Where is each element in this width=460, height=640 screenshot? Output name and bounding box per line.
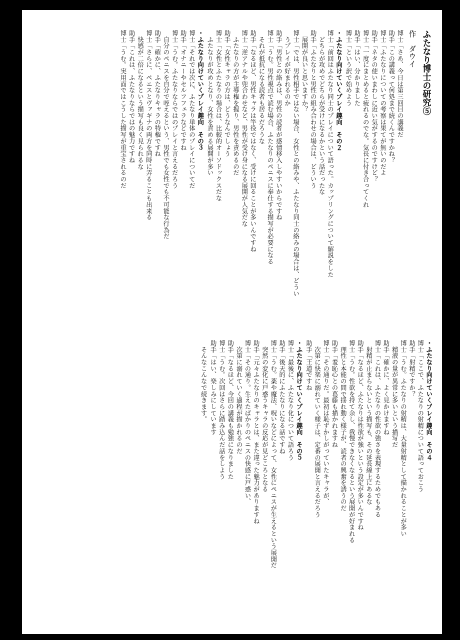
text-column: そんなこんなで続きます。 <box>199 340 207 423</box>
text-column: 博士「最後に、ふたなり化について語ろう <box>286 340 294 461</box>
text-column: 射精が止まらないという描写も、その延長線上にあるな <box>364 340 372 506</box>
text-column: 博士「その通りだ。最初は恥ずかしがっていたキャラが、 <box>321 340 329 506</box>
text-column: 助手「これは、ふたなりならではの魅力ですね <box>127 30 135 164</box>
text-column: 博士「前回はふたなり同士のプレイについて語った。カップリングについて解説をした <box>326 30 334 278</box>
upper-text-block <box>40 30 432 312</box>
text-column: 理性と本能の間で揺れ動く様子が、読者の興奮を誘うのだ <box>339 340 347 512</box>
text-column: 博士「うむ。男性視点で読む場合、ふたなりのペニスに奉仕する描写が必要になる <box>266 30 274 265</box>
text-column: 博士「その通り。生えたばかりのペニスの快感に戸惑い、 <box>243 340 251 506</box>
text-column: 博士「さあ、今日は第三回目の講義だ <box>396 30 403 138</box>
text-column: 博士「うむ。実用面ではこうした描写が重宝されるのだ <box>119 30 126 189</box>
section-heading: ・ふたなり向けていくプレイ趣向 その３ <box>196 30 204 151</box>
text-column: 助手「この講義って何処まで続くんですかね？ <box>387 30 395 164</box>
text-column: 助手「オナニーやセルフフェラなどですね <box>179 30 187 151</box>
document-page <box>22 10 442 634</box>
lower-text-block <box>40 340 432 622</box>
author-label: 作 <box>408 30 417 38</box>
text-column: 助手「ネタの使いまわしに近い気がするのですけど？ <box>370 30 378 183</box>
text-column: 自分のペニスを自分で咥えるという、男性でも女性でも不可能な行為だ <box>161 30 169 240</box>
text-column: 博士「という訳で始めよう <box>344 30 352 107</box>
text-column: うプレイが好まれるのか <box>283 30 291 107</box>
text-column: 助手「王道ですね <box>304 340 312 391</box>
text-column: 次第に溺れていく過程が描かれるのだ <box>234 340 242 455</box>
text-column: 博士「それでは次に、ふたなり単体のプレイについてだ <box>187 30 195 189</box>
text-column: 精液の量が異常に多いという描写だ <box>390 340 398 448</box>
text-column: 突然の変化に戸惑うキャラの反応が見どころとなる <box>260 340 268 493</box>
text-column: 博士「うむ。性欲を持て余し、我慢できなくなるという展開が好まれる <box>347 340 355 544</box>
text-column: それが抵抗になる読者も居るだろうな <box>257 30 265 145</box>
section-heading: ・ふたなり向けていくプレイ趣向 その２ <box>334 30 342 151</box>
text-column: 助手「元々ふたなりのキャラとは、また違った魅力がありますね <box>252 340 260 525</box>
text-column: 博士「うむ。薬や魔法、呪いなどによって、女性にペニスが生えるという展開だ <box>269 340 277 569</box>
text-column: ふたなりの方が主導権を握り、男性を責めるのだ <box>231 30 239 177</box>
text-column: 助手「羞恥心との葛藤も描かれますね <box>330 340 338 448</box>
text-column: ふたなりが攻めとなり、女性を責める展開が多い <box>205 30 213 177</box>
text-column: 助手「なるほど、今回の講義も勉強になりました <box>226 340 234 480</box>
author-name: ダウイ <box>408 45 417 68</box>
text-column: 助手「射精ですか？ <box>407 340 415 398</box>
text-column: 助手「確かに、よく見かけますね <box>382 340 390 436</box>
text-column: 助手「はい、楽しみにしています <box>209 340 217 436</box>
text-column: 博士「逆アナルや兜合わせなど、男性が受け身になる展開が人気だな <box>240 30 248 227</box>
text-column: 博士「うむ。ふたなりならではのプレイと言えるだろう <box>170 30 178 189</box>
text-column: どちらが攻めでどちらが受けになるかという話だったな <box>317 30 325 196</box>
text-column: 助手「ふたなりと男性の組み合わせの場合は、どういう <box>309 30 317 189</box>
section-heading: ・ふたなり向けていくプレイ趣向 その５ <box>295 340 303 461</box>
text-column: 助手「女性キャラの方は、どうなんでしょう <box>223 30 231 157</box>
text-column: 博士「ふたなりについての考察は果てが無いのだよ <box>378 30 386 177</box>
text-column: 博士「ここで、ふたなりの射精について語っておこう <box>416 340 424 493</box>
text-column: 展開が良いと思いますか？ <box>300 30 308 113</box>
text-column: 助手「なるほど、ふたなりは性欲が強いという設定が多いんですね <box>356 340 364 531</box>
author-byline <box>408 30 417 68</box>
text-column: 博士「うむ。ふたなりの射精は、大量射精として描かれることが多い <box>399 340 407 537</box>
text-column: 助手「後天的にふたなりになる話ですね <box>277 340 285 455</box>
text-column: 博士「これは、ふたなりの性欲の強さを表現するためでもある <box>373 340 381 518</box>
article-title: ふたなり博士の研究⑤ <box>422 30 432 116</box>
text-column: 助手「はい、分かりました <box>353 30 361 107</box>
text-column: 博士「では、男性相手ではない場合、女性との絡みや、ふたなり同士の絡みの場合は、どうい <box>291 30 299 297</box>
text-column: 助手「男性との絡みは、男性の読者が感情移入しやすいからですね <box>274 30 282 221</box>
text-column: 博士「うむ。次回はさらに踏み込んだ話をしよう <box>217 340 225 480</box>
text-column: 博士「さらに、ペニスとヴァギナの両方を同時に弄ることも出来る <box>144 30 152 221</box>
text-column: 助手「なるほど、男性キャラは竿役ではなく、受けに回ることが多いんですね <box>248 30 256 253</box>
text-column: 博士「女性とふたなりの場合は、比較的オーソドックスだな <box>214 30 222 202</box>
text-column: 博士「一度にまとめると疲れるのでな。気長に付き合ってくれ <box>361 30 369 208</box>
text-column: 次第に快楽に溺れていく様子は、定番の展開と言えるだろう <box>313 340 321 518</box>
section-heading: ・ふたなり向けていくプレイ趣向 その４ <box>425 340 432 461</box>
text-column: 快感が二倍になるという描写も良く見られるな <box>136 30 144 170</box>
text-column: 助手「確かに、ふたなりキャラの特権ですね <box>153 30 161 157</box>
